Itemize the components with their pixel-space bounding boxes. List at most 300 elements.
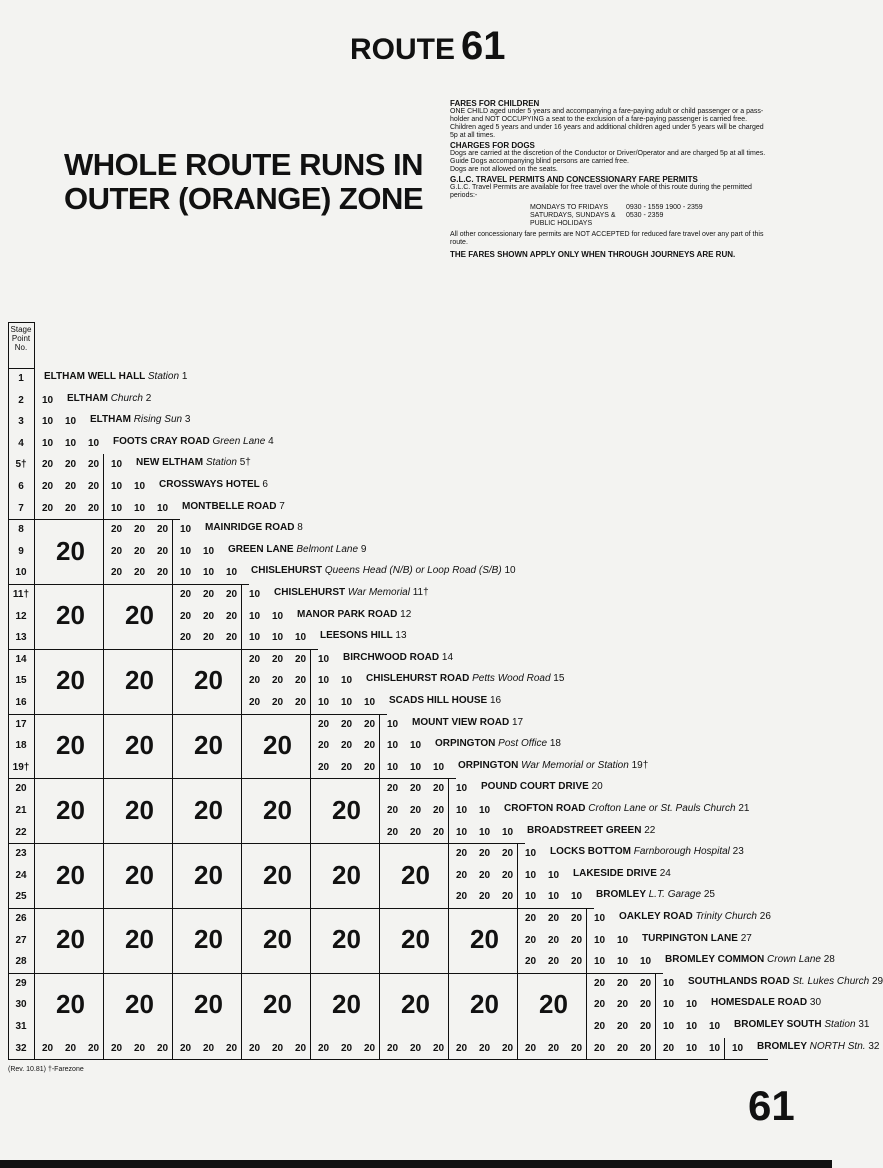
- fare-cell: 10: [65, 416, 77, 428]
- fare-cell: 10: [180, 545, 192, 557]
- stop-desc: Post Office: [498, 738, 548, 750]
- stop-number: 26: [759, 911, 771, 922]
- big-fare: 20: [194, 730, 223, 760]
- stop-name-label: [320, 630, 407, 641]
- grid-line: [724, 1038, 725, 1060]
- fare-cell: 20: [226, 1042, 238, 1054]
- stop-desc: Belmont Lane: [296, 543, 359, 555]
- stage-number: 31: [15, 1021, 27, 1032]
- stop-number: 29: [871, 975, 883, 987]
- fare-cell: 20: [272, 675, 284, 687]
- grid-line: [448, 778, 449, 1059]
- fare-cell: 20: [364, 718, 376, 730]
- fare-cell: 20: [295, 1042, 307, 1054]
- fare-cell: 20: [410, 783, 422, 795]
- fare-cell: 20: [502, 1042, 514, 1054]
- fare-cell: 20: [111, 524, 123, 536]
- stage-number: 18: [15, 740, 27, 752]
- big-fare: 20: [125, 665, 154, 696]
- stop-desc: Rising Sun: [133, 414, 183, 426]
- stage-number: 24: [15, 869, 27, 881]
- fare-cell: 20: [65, 1042, 77, 1054]
- zone-line-2: OUTER (ORANGE) ZONE: [64, 181, 424, 216]
- route-title: [350, 24, 506, 69]
- fare-cell: 10: [180, 567, 192, 579]
- fare-cell: 10: [571, 891, 583, 903]
- big-fare: 20: [332, 859, 361, 890]
- fare-cell: 10: [318, 675, 330, 687]
- big-fare: 20: [263, 730, 292, 760]
- fare-cell: 10: [387, 718, 399, 730]
- fare-cell: 10: [709, 1021, 721, 1032]
- fare-cell: 10: [663, 977, 675, 989]
- fare-cell: 20: [548, 934, 560, 946]
- grid-line: [586, 908, 587, 1059]
- fare-cell: 20: [272, 697, 284, 708]
- fare-cell: 10: [341, 675, 353, 687]
- fare-cell: 10: [640, 956, 652, 968]
- stop-number: 4: [268, 435, 274, 447]
- grid-line: [8, 368, 35, 369]
- stop-number: 23: [732, 846, 744, 858]
- corner-route-number: 61: [748, 1082, 795, 1129]
- big-fare: 20: [470, 989, 499, 1020]
- stage-number: 14: [15, 653, 27, 665]
- stop-number: 31: [858, 1019, 870, 1030]
- fare-cell: 20: [594, 977, 606, 989]
- fare-cell: 10: [479, 805, 491, 816]
- zone-notice: [64, 148, 423, 216]
- stop-desc: L.T. Garage: [648, 889, 702, 901]
- period-label: SATURDAYS, SUNDAYS & PUBLIC HOLIDAYS: [530, 212, 616, 227]
- fare-cell: 20: [203, 589, 215, 600]
- fare-cell: 20: [180, 1042, 192, 1054]
- stage-number: 20: [15, 783, 27, 795]
- stop-number: 28: [823, 954, 835, 966]
- stop-name-label: [274, 587, 429, 598]
- stage-number: 13: [15, 632, 27, 644]
- stop-name-label: [481, 781, 603, 792]
- fare-cell: 20: [88, 481, 100, 492]
- fare-cell: 20: [88, 1042, 100, 1054]
- fare-cell: 20: [594, 1021, 606, 1032]
- big-fare: 20: [194, 794, 223, 825]
- stop-name: MOUNT VIEW ROAD: [412, 716, 510, 728]
- stage-number: 6: [18, 481, 24, 492]
- fare-cell: 10: [203, 567, 215, 579]
- stop-number: 15: [553, 673, 565, 685]
- fare-cell: 20: [157, 567, 169, 579]
- fare-cell: 20: [571, 956, 583, 968]
- fare-cell: 20: [65, 459, 77, 471]
- stop-name-label: [389, 695, 501, 706]
- fare-cell: 10: [111, 502, 123, 514]
- fare-cell: 10: [341, 697, 353, 708]
- stop-name-label: [205, 522, 303, 533]
- fare-cell: 20: [456, 891, 468, 903]
- fare-cell: 10: [318, 653, 330, 665]
- fare-cell: 20: [410, 826, 422, 838]
- fare-cell: 10: [249, 632, 261, 644]
- stop-name: BROMLEY: [596, 889, 646, 901]
- stop-name: ELTHAM: [90, 414, 131, 426]
- stop-number: 12: [400, 608, 412, 620]
- fare-cell: 10: [134, 481, 146, 492]
- stop-name-label: [550, 846, 744, 857]
- final-note: THE FARES SHOWN APPLY ONLY WHEN THROUGH JOURNEYS ARE RUN.: [450, 250, 736, 259]
- stop-desc: Church: [110, 392, 143, 404]
- stop-desc: War Memorial or Station: [521, 759, 629, 771]
- fare-cell: 10: [226, 567, 238, 579]
- fare-cell: 20: [226, 610, 238, 622]
- fare-cell: 10: [410, 740, 422, 752]
- fare-cell: 20: [640, 999, 652, 1011]
- fare-cell: 10: [387, 740, 399, 752]
- fare-cell: 10: [686, 1042, 698, 1054]
- stage-number: 28: [15, 956, 27, 968]
- grid-line: [103, 454, 104, 1059]
- stage-number: 30: [15, 999, 27, 1011]
- grid-line: [8, 973, 663, 974]
- route-word: ROUTE: [350, 33, 455, 66]
- stop-name: LEESONS HILL: [320, 630, 393, 642]
- fare-cell: 10: [502, 826, 514, 838]
- fare-cell: 10: [663, 999, 675, 1011]
- fare-cell: 20: [617, 977, 629, 989]
- fare-cell: 10: [525, 848, 537, 860]
- fare-cell: 20: [548, 913, 560, 924]
- stop-name: BROADSTREET GREEN: [527, 824, 642, 836]
- fare-cell: 20: [203, 632, 215, 644]
- stop-name: SOUTHLANDS ROAD: [688, 975, 790, 987]
- stop-name-label: [688, 976, 883, 987]
- big-fare: 20: [263, 794, 292, 825]
- fare-cell: 10: [525, 891, 537, 903]
- stop-name: HOMESDALE ROAD: [711, 997, 808, 1009]
- fare-cell: 10: [479, 826, 491, 838]
- fares-info: [450, 98, 770, 259]
- fare-cell: 20: [341, 761, 353, 773]
- stop-number: 16: [489, 695, 502, 706]
- fare-cell: 20: [387, 805, 399, 816]
- fare-cell: 20: [295, 653, 307, 665]
- fare-cell: 20: [433, 1042, 445, 1054]
- fare-cell: 20: [479, 869, 491, 881]
- stop-name-label: [642, 933, 752, 944]
- stop-name: CHISLEHURST ROAD: [366, 673, 470, 685]
- fare-cell: 20: [249, 653, 261, 665]
- fare-cell: 20: [502, 848, 514, 860]
- fare-cell: 20: [318, 740, 330, 752]
- grid-line: [8, 908, 594, 909]
- stage-header: Stage Point No.: [10, 325, 32, 352]
- fare-cell: 20: [157, 524, 169, 536]
- fare-cell: 20: [88, 502, 100, 514]
- fare-cell: 20: [479, 891, 491, 903]
- stage-number: 7: [18, 502, 24, 514]
- period-row: [530, 204, 770, 212]
- fare-cell: 20: [318, 1042, 330, 1054]
- fare-cell: 10: [134, 502, 146, 514]
- big-fare: 20: [56, 600, 85, 631]
- fare-cell: 20: [663, 1042, 675, 1054]
- big-fare: 20: [56, 535, 85, 566]
- fare-cell: 20: [364, 761, 376, 773]
- stage-number: 26: [15, 913, 27, 924]
- stop-name-label: [412, 717, 523, 728]
- grid-line: [379, 714, 380, 1060]
- fare-cell: 10: [663, 1021, 675, 1032]
- stop-number: 19†: [631, 759, 649, 771]
- stop-desc: War Memorial: [347, 587, 410, 598]
- fare-cell: 20: [226, 589, 238, 600]
- fare-cell: 10: [88, 437, 100, 449]
- big-fare: 20: [401, 924, 430, 955]
- big-fare: 20: [539, 989, 568, 1020]
- stop-number: 14: [441, 651, 454, 663]
- fare-cell: 20: [571, 1042, 583, 1054]
- stop-name: BROMLEY SOUTH: [734, 1019, 822, 1030]
- big-fare: 20: [401, 989, 430, 1020]
- fare-cell: 20: [341, 1042, 353, 1054]
- stop-number: 13: [395, 630, 407, 642]
- big-fare: 20: [56, 665, 85, 696]
- fare-cell: 20: [318, 761, 330, 773]
- stop-name-label: [527, 825, 655, 836]
- stop-name-label: [596, 889, 715, 900]
- fare-cell: 20: [65, 502, 77, 514]
- stop-name: CROSSWAYS HOTEL: [159, 479, 260, 490]
- fare-cell: 20: [134, 545, 146, 557]
- fare-cell: 20: [272, 653, 284, 665]
- fare-cell: 20: [525, 956, 537, 968]
- stop-name: ELTHAM: [67, 392, 108, 404]
- grid-line: [34, 322, 35, 1059]
- stop-name-label: [504, 803, 749, 814]
- stop-name-label: [665, 954, 835, 965]
- stop-name-label: [573, 868, 671, 879]
- stop-number: 20: [591, 781, 603, 793]
- fare-cell: 20: [548, 1042, 560, 1054]
- stop-desc: Crown Lane: [767, 954, 821, 966]
- stage-number: 4: [18, 437, 24, 449]
- fare-cell: 20: [111, 545, 123, 557]
- fare-cell: 20: [617, 1021, 629, 1032]
- fare-cell: 10: [617, 956, 629, 968]
- stage-number: 11†: [12, 589, 30, 600]
- grid-line: [517, 843, 518, 1059]
- stop-name: SCADS HILL HOUSE: [389, 695, 488, 706]
- stop-name: ELTHAM WELL HALL: [44, 371, 146, 382]
- stop-number: 8: [297, 522, 303, 534]
- fare-cell: 10: [525, 869, 537, 881]
- fare-cell: 20: [180, 589, 192, 600]
- big-fare: 20: [56, 730, 85, 760]
- stage-number: 10: [15, 567, 27, 579]
- big-fare: 20: [125, 989, 154, 1020]
- fare-cell: 20: [502, 869, 514, 881]
- stop-name-label: [90, 414, 190, 425]
- big-fare: 20: [125, 600, 154, 631]
- grid-line: [8, 1059, 768, 1060]
- big-fare: 20: [125, 730, 154, 760]
- fare-cell: 20: [42, 502, 54, 514]
- stop-name-label: [757, 1041, 879, 1052]
- stop-number: 6: [262, 479, 268, 490]
- fare-cell: 10: [686, 999, 698, 1011]
- stage-number: 3: [18, 416, 24, 428]
- fare-cell: 20: [341, 740, 353, 752]
- fare-cell: 20: [111, 1042, 123, 1054]
- fare-cell: 10: [272, 632, 284, 644]
- stop-desc: NORTH Stn.: [809, 1040, 866, 1052]
- fare-cell: 20: [249, 697, 261, 708]
- big-fare: 20: [125, 924, 154, 955]
- stage-number: 1: [18, 373, 24, 384]
- fare-cell: 20: [157, 1042, 169, 1054]
- period-label: MONDAYS TO FRIDAYS: [530, 204, 609, 211]
- fare-cell: 10: [111, 481, 123, 492]
- stop-name: ORPINGTON: [458, 759, 519, 771]
- fare-cell: 20: [410, 805, 422, 816]
- stop-name: MANOR PARK ROAD: [297, 608, 398, 620]
- zone-line-1: WHOLE ROUTE RUNS IN: [64, 147, 424, 182]
- fare-cell: 10: [364, 697, 376, 708]
- fare-cell: 20: [134, 524, 146, 536]
- fare-cell: 20: [525, 1042, 537, 1054]
- fare-cell: 20: [203, 610, 215, 622]
- fare-cell: 20: [226, 632, 238, 644]
- fare-cell: 10: [456, 826, 468, 838]
- fare-cell: 20: [433, 826, 445, 838]
- stop-desc: Trinity Church: [695, 911, 757, 922]
- stop-desc: Green Lane: [212, 435, 266, 447]
- stop-name-label: [67, 393, 151, 404]
- grid-line: [172, 519, 173, 1059]
- stop-number: 2: [145, 392, 152, 404]
- grid-line: [8, 322, 9, 1059]
- children-text-1: ONE CHILD aged under 5 years and accompanying a fare-paying adult or child passenger or a pass-holder and NOT OCCUPYING a seat to the exclusion of a fare-paying passenger is carried free.: [450, 108, 764, 123]
- fare-cell: 20: [594, 1042, 606, 1054]
- big-fare: 20: [401, 859, 430, 890]
- fare-cell: 20: [640, 1042, 652, 1054]
- big-fare: 20: [194, 665, 223, 696]
- stop-name: LOCKS BOTTOM: [550, 846, 631, 858]
- stop-desc: Farnborough Hospital: [633, 846, 730, 858]
- route-number: 61: [461, 24, 506, 68]
- stop-name: GREEN LANE: [228, 543, 294, 555]
- big-fare: 20: [125, 794, 154, 825]
- fare-table: [8, 322, 883, 1062]
- stop-name-label: [113, 436, 274, 447]
- stop-name-label: [366, 673, 564, 684]
- fare-cell: 20: [640, 1021, 652, 1032]
- fare-cell: 20: [318, 718, 330, 730]
- stop-name-label: [435, 738, 561, 749]
- fare-cell: 10: [548, 891, 560, 903]
- fare-cell: 20: [65, 481, 77, 492]
- stop-number: 5†: [239, 457, 251, 469]
- fare-cell: 20: [364, 740, 376, 752]
- children-heading: FARES FOR CHILDREN: [450, 99, 540, 108]
- grid-line: [241, 584, 242, 1059]
- big-fare: 20: [194, 989, 223, 1020]
- stop-name: MONTBELLE ROAD: [182, 500, 277, 512]
- stage-number: 2: [18, 394, 24, 406]
- stop-number: 7: [279, 500, 285, 512]
- stage-number: 15: [15, 675, 27, 687]
- fare-cell: 20: [42, 481, 54, 492]
- stop-name: BROMLEY COMMON: [665, 954, 765, 966]
- fare-cell: 10: [548, 869, 560, 881]
- other-permits-text: All other concessionary fare permits are NOT ACCEPTED for reduced fare travel over any part of this route.: [450, 231, 764, 246]
- fare-cell: 20: [479, 848, 491, 860]
- big-fare: 20: [332, 794, 361, 825]
- permits-heading: G.L.C. TRAVEL PERMITS AND CONCESSIONARY FARE PERMITS: [450, 175, 698, 184]
- grid-line: [310, 649, 311, 1059]
- grid-line: [8, 649, 318, 650]
- fare-cell: 20: [571, 934, 583, 946]
- stage-number: 5†: [15, 459, 27, 471]
- fare-cell: 10: [594, 934, 606, 946]
- grid-line: [8, 584, 249, 585]
- fare-cell: 20: [180, 610, 192, 622]
- stop-name-label: [251, 565, 516, 576]
- stop-name: NEW ELTHAM: [136, 457, 204, 469]
- fare-cell: 20: [456, 848, 468, 860]
- bottom-border: [0, 1160, 832, 1168]
- stop-number: 25: [703, 889, 715, 901]
- stop-name: MAINRIDGE ROAD: [205, 522, 295, 534]
- stop-desc: Crofton Lane or St. Pauls Church: [588, 803, 736, 814]
- stage-number: 21: [15, 805, 27, 816]
- stop-name: ORPINGTON: [435, 738, 496, 750]
- big-fare: 20: [194, 924, 223, 955]
- fare-cell: 20: [88, 459, 100, 471]
- fare-cell: 20: [617, 1042, 629, 1054]
- fare-cell: 10: [594, 913, 606, 924]
- fare-cell: 20: [134, 567, 146, 579]
- stop-name: CHISLEHURST: [274, 587, 346, 598]
- fare-cell: 20: [594, 999, 606, 1011]
- stop-number: 1: [181, 371, 188, 382]
- stop-number: 3: [184, 414, 191, 426]
- stop-desc: Station: [147, 371, 180, 382]
- stop-name-label: [619, 911, 771, 922]
- big-fare: 20: [194, 859, 223, 890]
- stage-number: 12: [15, 610, 27, 622]
- stop-name: BIRCHWOOD ROAD: [343, 651, 440, 663]
- fare-cell: 20: [341, 718, 353, 730]
- dogs-heading: CHARGES FOR DOGS: [450, 141, 535, 150]
- stage-number: 29: [15, 977, 27, 989]
- stage-number: 32: [15, 1042, 27, 1054]
- stop-number: 17: [512, 716, 524, 728]
- fare-cell: 20: [456, 869, 468, 881]
- grid-line: [655, 973, 656, 1059]
- fare-cell: 20: [134, 1042, 146, 1054]
- fare-cell: 20: [364, 1042, 376, 1054]
- stop-number: 22: [644, 824, 656, 836]
- fare-cell: 20: [272, 1042, 284, 1054]
- stop-desc: Petts Wood Road: [472, 673, 551, 685]
- stage-number: 25: [15, 891, 27, 903]
- stop-name-label: [182, 501, 285, 512]
- stage-number: 17: [15, 718, 27, 730]
- stop-number: 21: [738, 803, 750, 814]
- fare-cell: 20: [387, 1042, 399, 1054]
- big-fare: 20: [56, 859, 85, 890]
